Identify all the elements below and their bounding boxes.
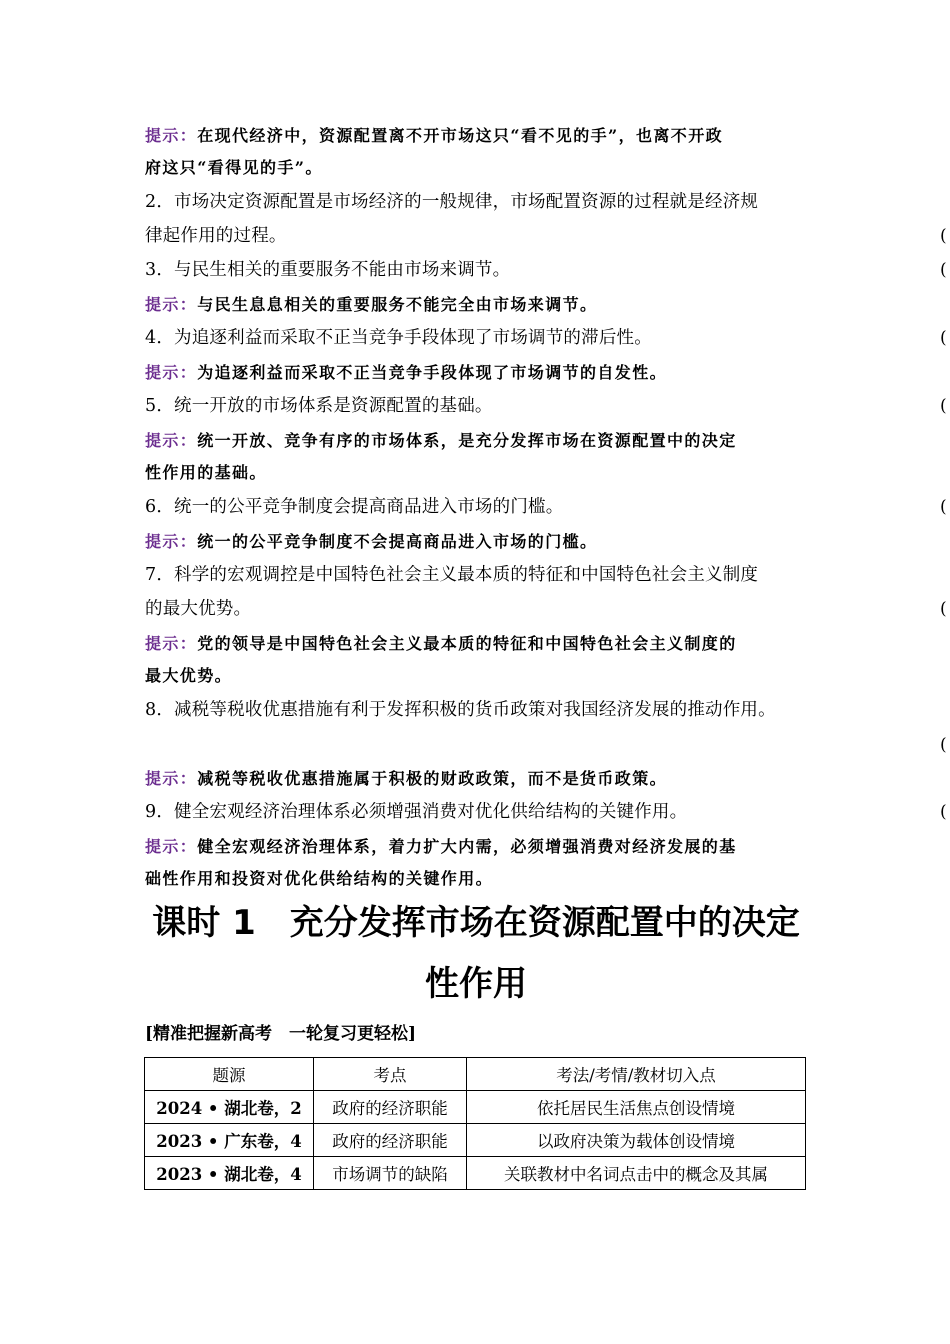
hint-text: 统一开放、竞争有序的市场体系，是充分发挥市场在资源配置中的决定: [197, 431, 737, 450]
hint-label: 提示：: [145, 431, 198, 450]
hint-line: [145, 632, 737, 656]
hint-text: 与民生息息相关的重要服务不能完全由市场来调节。: [197, 295, 598, 314]
hint-label: 提示：: [145, 363, 198, 382]
answer-paren: (: [940, 497, 947, 517]
source-table: [144, 1057, 806, 1190]
hint-line: [145, 835, 737, 859]
table-cell: 市场调节的缺陷: [314, 1157, 467, 1190]
column-header: 考点: [314, 1058, 467, 1091]
table-cell: 政府的经济职能: [314, 1124, 467, 1157]
hint-label: 提示：: [145, 126, 198, 145]
hint-line: [145, 429, 737, 453]
hint-label: 提示：: [145, 837, 198, 856]
hint-line: [145, 293, 597, 317]
question-line: 3．与民生相关的重要服务不能由市场来调节。: [145, 260, 511, 280]
table-cell: 关联教材中名词点击中的概念及其属: [467, 1157, 806, 1190]
hint-text: 统一的公平竞争制度不会提高商品进入市场的门槛。: [197, 532, 598, 551]
question-line: 律起作用的过程。: [145, 226, 287, 246]
question-line: 8．减税等税收优惠措施有利于发挥积极的货币政策对我国经济发展的推动作用。: [145, 700, 776, 720]
table-cell: 2023 • 湖北卷，4: [145, 1157, 314, 1190]
hint-text: 健全宏观经济治理体系，着力扩大内需，必须增强消费对经济发展的基: [197, 837, 737, 856]
hint-line: [145, 156, 323, 180]
hint-text: 党的领导是中国特色社会主义最本质的特征和中国特色社会主义制度的: [197, 634, 737, 653]
column-header: 考法/考情/教材切入点: [467, 1058, 806, 1091]
table-cell: 以政府决策为载体创设情境: [467, 1124, 806, 1157]
hint-text: 减税等税收优惠措施属于积极的财政政策，而不是货币政策。: [197, 769, 668, 788]
table-cell: 政府的经济职能: [314, 1091, 467, 1124]
hint-line: [145, 664, 232, 688]
hint-text: 为追逐利益而采取不正当竞争手段体现了市场调节的自发性。: [197, 363, 668, 382]
hint-label: 提示：: [145, 634, 198, 653]
hint-line: [145, 530, 597, 554]
hint-line: [145, 361, 667, 385]
table-row: [145, 1091, 806, 1124]
hint-text: 在现代经济中，资源配置离不开市场这只“看不见的手”，也离不开政: [197, 126, 724, 145]
lesson-title-line2: 性作用: [425, 964, 527, 1004]
table-cell: 2024 • 湖北卷，2: [145, 1091, 314, 1124]
hint-label: 提示：: [145, 532, 198, 551]
lesson-title-line1: 课时 1 充分发挥市场在资源配置中的决定: [152, 903, 800, 943]
table-cell: 依托居民生活焦点创设情境: [467, 1091, 806, 1124]
answer-paren: (: [940, 802, 947, 822]
column-header: 题源: [145, 1058, 314, 1091]
hint-line: [145, 867, 493, 891]
answer-paren: (: [940, 599, 947, 619]
table-row: [145, 1157, 806, 1190]
hint-label: 提示：: [145, 769, 198, 788]
section-subheading: [精准把握新高考 一轮复习更轻松]: [145, 1024, 417, 1044]
hint-text: 性作用的基础。: [145, 463, 267, 482]
table-row: [145, 1124, 806, 1157]
question-line: 的最大优势。: [145, 599, 252, 619]
answer-paren: (: [940, 260, 947, 280]
hint-text: 府这只“看得见的手”。: [145, 158, 323, 177]
question-line: 2．市场决定资源配置是市场经济的一般规律，市场配置资源的过程就是经济规: [145, 192, 759, 212]
question-line: 9．健全宏观经济治理体系必须增强消费对优化供给结构的关键作用。: [145, 802, 688, 822]
question-line: 4．为追逐利益而采取不正当竞争手段体现了市场调节的滞后性。: [145, 328, 652, 348]
answer-paren: (: [940, 226, 947, 246]
hint-line: [145, 767, 667, 791]
table-header-row: [145, 1058, 806, 1091]
answer-paren: (: [940, 396, 947, 416]
hint-line: [145, 124, 723, 148]
hint-line: [145, 461, 267, 485]
hint-text: 础性作用和投资对优化供给结构的关键作用。: [145, 869, 494, 888]
answer-paren: (: [940, 328, 947, 348]
hint-label: 提示：: [145, 295, 198, 314]
question-line: 5．统一开放的市场体系是资源配置的基础。: [145, 396, 493, 416]
hint-text: 最大优势。: [145, 666, 233, 685]
table-cell: 2023 • 广东卷，4: [145, 1124, 314, 1157]
question-line: 7．科学的宏观调控是中国特色社会主义最本质的特征和中国特色社会主义制度: [145, 565, 759, 585]
question-line: 6．统一的公平竞争制度会提高商品进入市场的门槛。: [145, 497, 564, 517]
answer-paren: (: [940, 735, 947, 755]
